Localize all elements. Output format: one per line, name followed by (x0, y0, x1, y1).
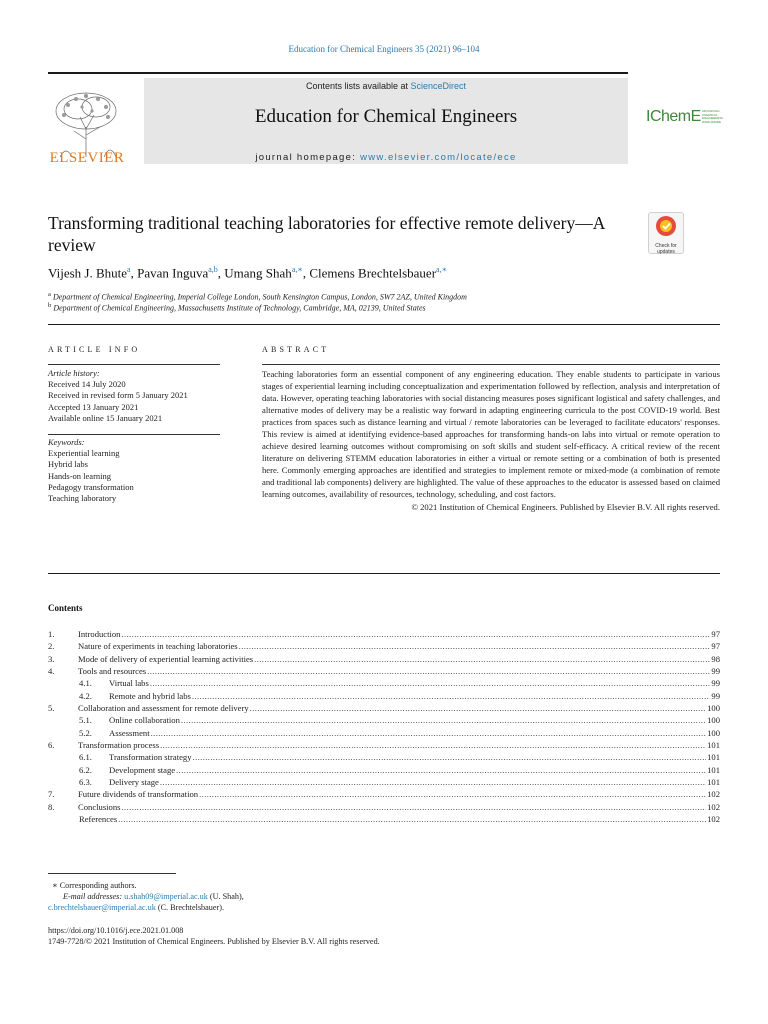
journal-citation[interactable]: Education for Chemical Engineers 35 (2021) 96–104 (288, 44, 480, 54)
toc-number: 5.2. (79, 727, 92, 738)
email-owner: (C. Brechtelsbauer). (157, 903, 224, 912)
corresponding-note (48, 880, 137, 891)
keyword-item: Hybrid labs (48, 459, 88, 470)
email-link[interactable]: c.brechtelsbauer@imperial.ac.uk (48, 903, 156, 912)
toc-leader (176, 764, 706, 776)
toc-number: 6. (48, 740, 55, 751)
toc-leader (150, 677, 711, 689)
author-name[interactable]: Clemens Brechtelsbauer (309, 265, 437, 281)
toc-number: 4.2. (79, 690, 92, 701)
toc-label[interactable]: Assessment (109, 727, 150, 738)
toc-leader (254, 653, 710, 665)
abstract-body (262, 368, 720, 513)
elsevier-wordmark[interactable]: ELSEVIER (49, 150, 125, 166)
toc-label[interactable]: Delivery stage (109, 777, 159, 788)
article-info-heading: ARTICLE INFO (48, 345, 141, 354)
contents-available (144, 81, 628, 91)
affiliation-a (48, 291, 467, 302)
toc-label[interactable]: Introduction (78, 629, 121, 639)
toc-row[interactable] (48, 801, 720, 813)
contents-heading: Contents (48, 603, 83, 613)
sciencedirect-link[interactable]: ScienceDirect (410, 81, 467, 91)
toc-row[interactable] (48, 690, 720, 702)
toc-row[interactable] (48, 628, 720, 640)
info-rule (48, 434, 220, 435)
toc-row[interactable] (48, 702, 720, 714)
toc-row[interactable] (48, 665, 720, 677)
toc-page[interactable]: 97 (711, 641, 720, 652)
doi-link[interactable]: https://doi.org/10.1016/j.ece.2021.01.008 (48, 926, 184, 935)
toc-label[interactable]: Future dividends of transformation (78, 789, 199, 800)
toc-page[interactable]: 102 (707, 789, 720, 800)
toc-label[interactable]: Tools and resources (78, 666, 147, 677)
email-line (63, 891, 244, 902)
keyword-item: Teaching laboratory (48, 493, 117, 504)
keyword-item: Experiential learning (48, 448, 120, 459)
email-line-2 (48, 902, 224, 913)
toc-row[interactable] (48, 813, 720, 825)
keyword-item: Hands-on learning (48, 470, 112, 481)
toc-page[interactable]: 99 (711, 690, 720, 701)
contents-prefix: Contents lists available at (305, 81, 411, 91)
author-name[interactable]: Vijesh J. Bhute (48, 265, 128, 281)
keyword-item: Pedagogy transformation (48, 481, 134, 492)
icheme-tagline: ADVANCING CHEMICAL ENGINEERING WORLDWIDE (702, 109, 724, 124)
author-sup[interactable]: a (127, 265, 131, 274)
toc-page[interactable]: 99 (711, 666, 720, 677)
journal-homepage (144, 152, 628, 163)
header-rule (48, 72, 628, 74)
email-link[interactable]: u.shah09@imperial.ac.uk (124, 892, 208, 901)
icheme-logo[interactable]: IChemE (646, 108, 701, 125)
author-name[interactable]: Umang Shah (224, 265, 292, 281)
abstract-heading: ABSTRACT (262, 345, 330, 354)
corresponding-text: Corresponding authors. (59, 881, 137, 890)
toc-number: 6.2. (79, 764, 92, 775)
toc-number: 4. (48, 666, 55, 677)
check-for-updates-button[interactable] (648, 212, 684, 254)
table-of-contents (48, 628, 720, 826)
homepage-prefix: journal homepage: (255, 152, 361, 163)
toc-page[interactable]: 101 (707, 740, 720, 751)
info-rule (48, 364, 220, 365)
toc-number: 7. (48, 789, 55, 800)
author-sup[interactable]: a,∗ (291, 265, 303, 274)
toc-page[interactable]: 100 (707, 727, 720, 738)
history-item: Received in revised form 5 January 2021 (48, 390, 188, 401)
toc-row[interactable] (48, 776, 720, 788)
toc-page[interactable]: 101 (707, 764, 720, 775)
toc-number: 1. (48, 629, 55, 639)
toc-label[interactable]: Mode of delivery of experiential learning activities (78, 653, 254, 664)
check-updates-icon (649, 213, 683, 239)
affiliation-text: Department of Chemical Engineering, Imperial College London, South Kensington Campus, London, SW7 2AZ, United Kingdom (52, 292, 467, 302)
toc-row[interactable] (48, 714, 720, 726)
history-item: Received 14 July 2020 (48, 379, 126, 390)
toc-label[interactable]: Virtual labs (109, 678, 149, 689)
toc-label[interactable]: Development stage (109, 764, 176, 775)
issn-copyright: 1749-7728/© 2021 Institution of Chemical Engineers. Published by Elsevier B.V. All rights reserved. (48, 937, 380, 946)
toc-leader (192, 690, 711, 702)
affiliation-sup: b (48, 302, 52, 309)
toc-leader (147, 665, 710, 677)
toc-leader (250, 702, 706, 714)
toc-number: 6.1. (79, 752, 92, 763)
toc-leader (160, 739, 706, 751)
toc-label[interactable]: Remote and hybrid labs (109, 690, 191, 701)
toc-row[interactable] (48, 727, 720, 739)
article-history (48, 368, 248, 424)
toc-row[interactable] (48, 739, 720, 751)
journal-title: Education for Chemical Engineers (254, 106, 518, 127)
homepage-link[interactable]: www.elsevier.com/locate/ece (360, 152, 517, 163)
toc-leader (122, 801, 707, 813)
toc-page[interactable]: 100 (707, 715, 720, 726)
toc-leader (193, 751, 707, 763)
toc-label[interactable]: Transformation strategy (109, 752, 192, 763)
keywords (48, 437, 248, 504)
toc-number: 4.1. (79, 678, 92, 689)
author-name[interactable]: Pavan Inguva (137, 265, 209, 281)
toc-page[interactable]: 101 (707, 777, 720, 788)
toc-leader (121, 628, 710, 640)
history-label: Article history: (48, 368, 100, 378)
abstract-copyright: © 2021 Institution of Chemical Engineers. Published by Elsevier B.V. All rights reserved. (411, 501, 720, 512)
toc-label[interactable]: Transformation process (78, 740, 160, 751)
corresponding-mark: ∗ (52, 881, 58, 890)
toc-label[interactable]: Conclusions (78, 801, 121, 812)
toc-page[interactable]: 102 (707, 801, 720, 812)
check-updates-label: Check for updates (655, 243, 677, 255)
toc-page[interactable]: 97 (711, 629, 720, 639)
section-rule (48, 573, 720, 574)
toc-number: 3. (48, 653, 55, 664)
toc-leader (181, 714, 706, 726)
abstract-rule (262, 364, 720, 365)
author-sup[interactable]: a,b (208, 265, 218, 274)
toc-label[interactable]: References (79, 814, 118, 825)
footnote-rule (48, 873, 176, 874)
toc-label[interactable]: Collaboration and assessment for remote delivery (78, 703, 249, 714)
author-list: Vijesh J. Bhute$^a$, Pavan Inguva$^{a,b}$, Umang Shah$^{a,∗}$, Clemens Brechtelsbauer$^{a,∗}$ (48, 265, 448, 281)
abstract-text: Teaching laboratories form an essential component of any engineering education. They enable students to participate in various stages of experiential learning including conceptualization and experimentation followed by reflection, analysis and interpretation of data. However, operating teaching laboratories with social distancing measures poses significant logistical and safety challenges, and alternative modes of delivery may be a realistic way forward in adapting engineering curricula to the post COVID-19 world. Best practices from spaces such as distance learning and virtual / remote laboratories can be leveraged to facilitate educators' responses. This review is aimed at identifying evidence-based approaches for transforming hands-on labs into virtual or remote operation to achieve desired learning outcomes without compromising on soft skills and student self-efficacy. A critical review of the recent literature on delivering STEMM education laboratories in either a virtual or remote setting or a combination of both is presented here. Commonly emerging approaches are identified and strategies to implement remote or mixed-mode (a combination of remote and traditional lab components) delivery are highlighted. The value of these approaches to the educator is assessed based on claimed learning outcomes, availability of resources, technology, scheduling, and cost factors. (262, 369, 720, 500)
section-rule (48, 324, 720, 325)
affiliation-sup: a (48, 291, 51, 298)
toc-leader (118, 813, 706, 825)
author-sup[interactable]: a,∗ (436, 265, 448, 274)
email-label: E-mail addresses: (63, 892, 123, 901)
email-owner: (U. Shah), (209, 892, 244, 901)
toc-label[interactable]: Nature of experiments in teaching laboratories (78, 641, 238, 652)
toc-page[interactable]: 100 (707, 703, 720, 714)
toc-row[interactable] (48, 653, 720, 665)
toc-number: 6.3. (79, 777, 92, 788)
toc-page[interactable]: 98 (711, 653, 720, 664)
toc-number: 5. (48, 703, 55, 714)
affiliation-b (48, 302, 426, 313)
toc-leader (160, 776, 706, 788)
toc-leader (239, 640, 711, 652)
history-item: Available online 15 January 2021 (48, 412, 163, 423)
toc-number: 5.1. (79, 715, 92, 726)
toc-row[interactable] (48, 764, 720, 776)
history-item: Accepted 13 January 2021 (48, 401, 139, 412)
article-title: Transforming traditional teaching laboratories for effective remote delivery—A review (48, 213, 605, 255)
toc-page[interactable]: 99 (711, 678, 720, 689)
toc-leader (151, 727, 707, 739)
keywords-label: Keywords: (48, 437, 85, 447)
toc-row[interactable] (48, 788, 720, 800)
toc-label[interactable]: Online collaboration (109, 715, 180, 726)
toc-row[interactable] (48, 677, 720, 689)
affiliation-text: Department of Chemical Engineering, Massachusetts Institute of Technology, Cambridge, MA, 02139, United States (53, 303, 426, 313)
toc-page[interactable]: 102 (707, 814, 720, 825)
toc-page[interactable]: 101 (707, 752, 720, 763)
toc-number: 8. (48, 801, 55, 812)
toc-number: 2. (48, 641, 55, 652)
toc-leader (199, 788, 706, 800)
toc-row[interactable] (48, 640, 720, 652)
toc-row[interactable] (48, 751, 720, 763)
